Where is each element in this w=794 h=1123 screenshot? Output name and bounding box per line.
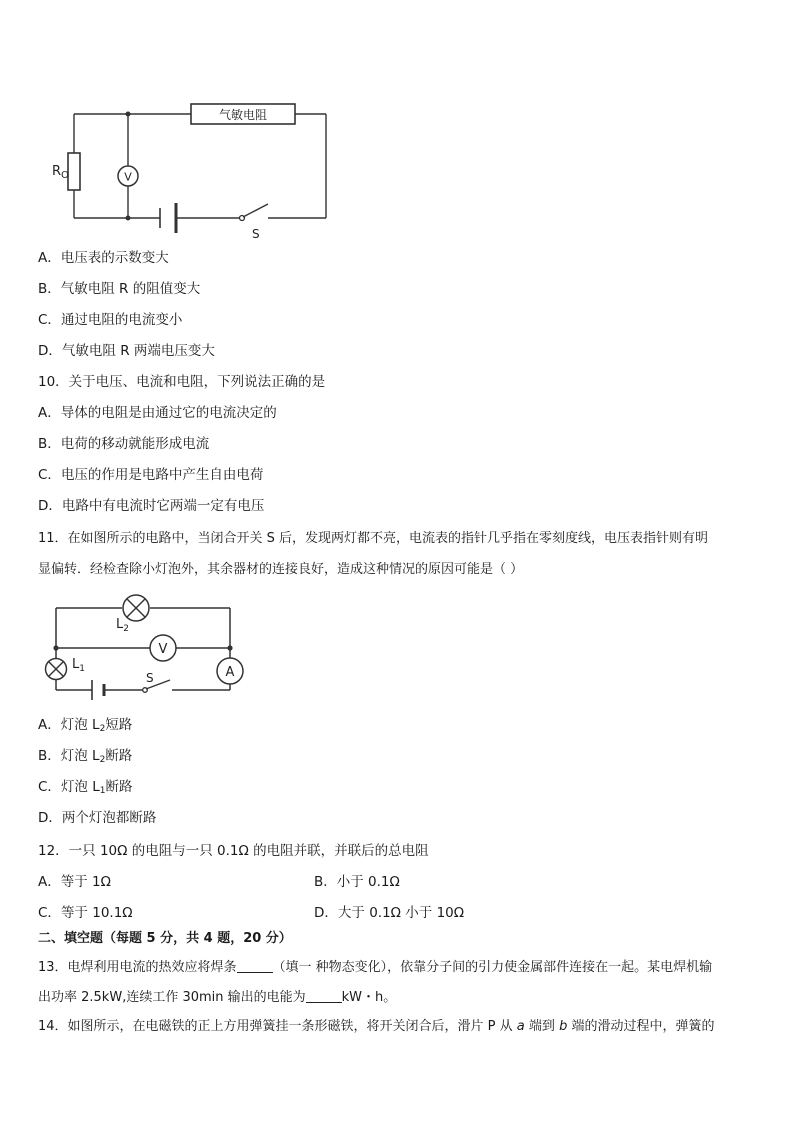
q13-line1: 13．电焊利用电流的热效应将焊条 （填一 种物态变化），依靠分子间的引力使金属部件连接在一起。某电焊机输	[38, 960, 713, 975]
q11-option-b: B．灯泡 $L_2$断路	[38, 748, 133, 765]
q11-stem-line2: 显偏转．经检查除小灯泡外，其余器材的连接良好，造成这种情况的原因可能是（ ）	[38, 562, 524, 577]
q13-line2: 出功率 2.5kW,连续工作 30min 输出的电能为 kW・h。	[38, 990, 397, 1005]
switch-label: S	[146, 671, 154, 685]
q12-option-b: B．小于 0.1Ω	[314, 874, 400, 890]
q12-option-a: A．等于 1Ω	[38, 874, 111, 890]
q14-line1: 14．如图所示，在电磁铁的正上方用弹簧挂一条形磁铁，将开关闭合后，滑片 P 从 a 端到 b 端的滑动过程中，弹簧的	[38, 1019, 715, 1034]
resistor-r0	[68, 153, 80, 190]
two-lamp-circuit-figure	[0, 590, 794, 700]
q10-stem: 10．关于电压、电流和电阻，下列说法正确的是	[38, 374, 326, 390]
lamp-l2-label: $L_2$	[116, 617, 129, 634]
q11-option-d: D．两个灯泡都断路	[38, 810, 157, 826]
lamp-l2-icon	[123, 595, 149, 621]
resistor-r0-label: $R_O$	[52, 164, 69, 181]
lamp-l1-label: $L_1$	[72, 657, 85, 674]
q12-stem: 12．一只 10Ω 的电阻与一只 0.1Ω 的电阻并联，并联后的总电阻	[38, 843, 429, 859]
q10-option-a: A．导体的电阻是由通过它的电流决定的	[38, 405, 277, 421]
gas-sensor-label: 气敏电阻	[218, 108, 268, 122]
q10-option-b: B．电荷的移动就能形成电流	[38, 436, 210, 452]
voltmeter-label: V	[158, 642, 168, 657]
q10-option-c: C．电压的作用是电路中产生自由电荷	[38, 467, 264, 483]
gas-sensor-circuit-figure	[0, 0, 794, 250]
q13-blank-2[interactable]	[306, 988, 342, 1003]
q11-option-c: C．灯泡 $L_1$断路	[38, 779, 133, 796]
junction-dot	[126, 112, 131, 117]
voltmeter-label: V	[124, 170, 132, 184]
lamp-l1-icon	[46, 659, 67, 680]
q10-option-d: D．电路中有电流时它两端一定有电压	[38, 498, 265, 514]
junction-dot	[53, 645, 58, 650]
switch-blade	[243, 204, 268, 217]
q12-option-c: C．等于 10.1Ω	[38, 905, 133, 921]
q9-option-c: C．通过电阻的电流变小	[38, 312, 183, 328]
q11-stem-line1: 11．在如图所示的电路中，当闭合开关 S 后，发现两灯都不亮，电流表的指针几乎指在零刻度线，电压表指针则有明	[38, 531, 709, 546]
q9-option-b: B．气敏电阻 R 的阻值变大	[38, 281, 201, 297]
q11-option-a: A．灯泡 $L_2$短路	[38, 717, 133, 734]
junction-dot	[227, 645, 232, 650]
junction-dot	[126, 216, 131, 221]
ammeter-label: A	[225, 665, 235, 680]
q13-blank-1[interactable]	[237, 958, 273, 973]
q9-option-d: D．气敏电阻 R 两端电压变大	[38, 343, 215, 359]
switch-label: S	[252, 227, 260, 241]
section-2-heading: 二、填空题（每题 5 分，共 4 题，20 分）	[38, 931, 292, 946]
q9-option-a: A．电压表的示数变大	[38, 250, 169, 266]
q12-option-d: D．大于 0.1Ω 小于 10Ω	[314, 905, 465, 921]
